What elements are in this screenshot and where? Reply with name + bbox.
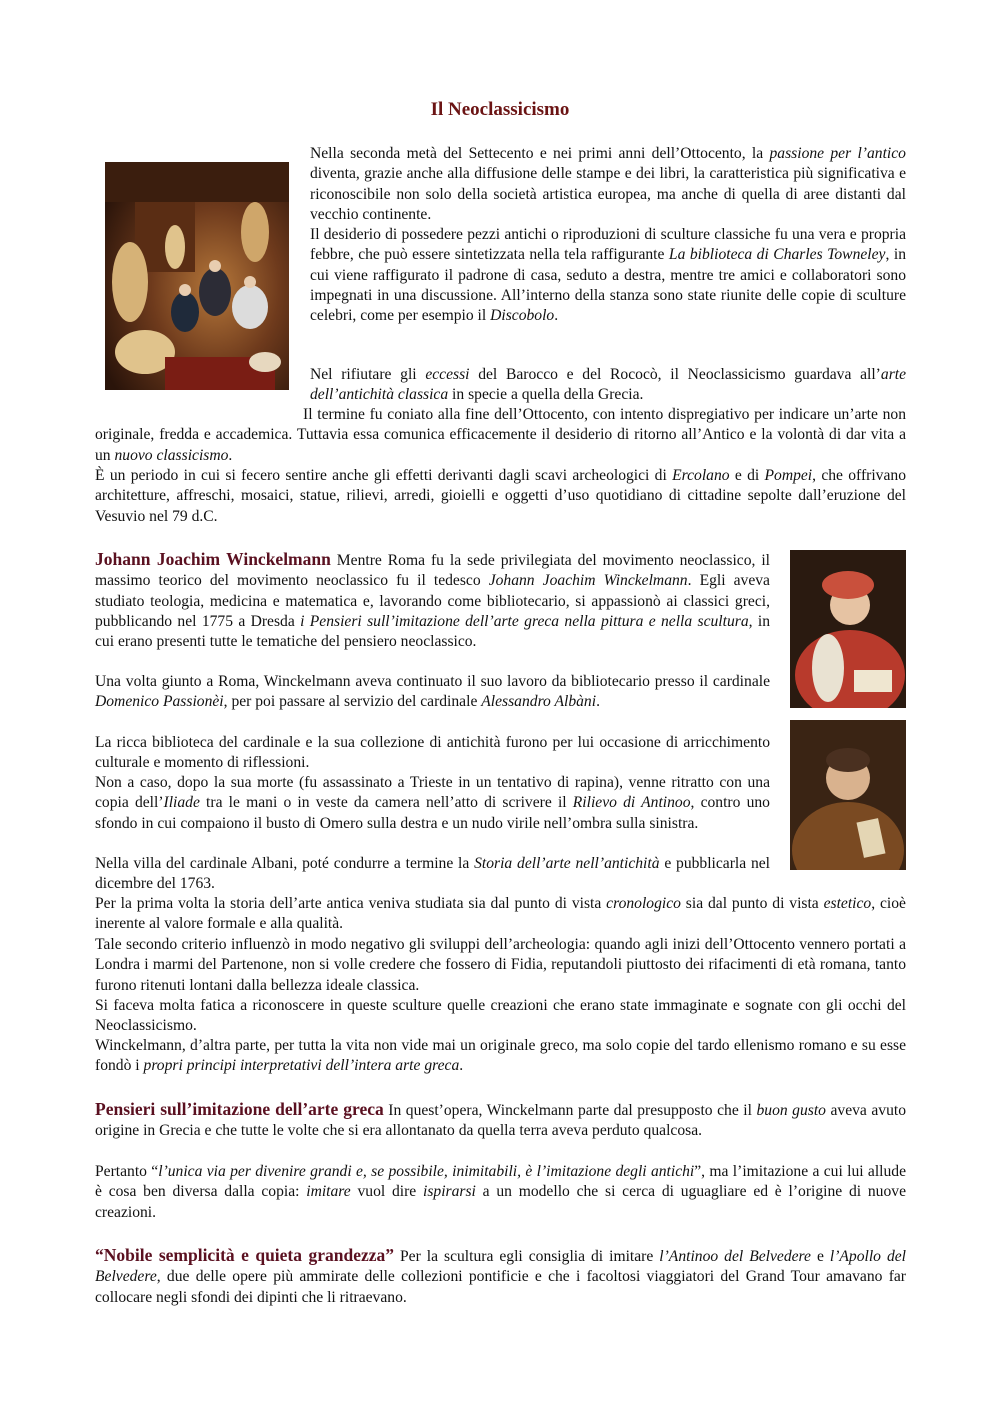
page-title: Il Neoclassicismo — [430, 99, 570, 120]
winckelmann-paragraph-3: La ricca biblioteca del cardinale e la sua collezione di antichità furono per lui occasione di arricchimento culturale e momento di riflessioni. — [95, 734, 770, 772]
winckelmann-paragraph-6: Per la prima volta la storia dell’arte antica veniva studiata sia dal punto di vista cronologico sia dal punto di vista estetico, cioè inerente al valore formale e alla qualità. — [95, 895, 906, 933]
winckelmann-paragraph-8: Si faceva molta fatica a riconoscere in queste sculture quelle creazioni che erano state immaginate e sognate con gli occhi del Neoclassicismo. — [95, 997, 906, 1035]
intro-paragraph-5: È un periodo in cui si fecero sentire anche gli effetti derivanti dagli scavi archeologici di Ercolano e di Pompei, che offrivano architetture, affreschi, mosaici, statue, rilievi, arredi, gioielli e oggetti d’uso quotidiano di cittadine sepolte dall’eruzione del Vesuvio nel 79 d.C. — [95, 467, 906, 525]
winckelmann-paragraph-1: Johann Joachim Winckelmann Mentre Roma fu la sede privilegiata del movimento neoclassico, il massimo teorico del movimento neoclassico fu il tedesco Johann Joachim Winckelmann. Egli aveva studiato teologia, medicina e matematica e, lavorando come bibliotecario, si appassionò ai classici greci, pubblicando nel 1775 a Dresda i Pensieri sull’imitazione dell’arte greca nella pittura e nella scultura, in cui erano presenti tutte le tematiche del pensiero neoclassico. — [95, 549, 770, 651]
intro-paragraph-1: Nella seconda metà del Settecento e nei primi anni dell’Ottocento, la passione per l’antico diventa, grazie anche alla diffusione delle stampe e dei libri, la caratteristica più significativa e riconoscibile non solo della società artistica europea, ma anche di quella di aree distanti dal vecchio continente. — [310, 145, 906, 223]
winckelmann-heading: Johann Joachim Winckelmann — [95, 549, 331, 569]
nobile-heading: “Nobile semplicità e quieta grandezza” — [95, 1245, 395, 1265]
pensieri-paragraph-1: Pensieri sull’imitazione dell’arte greca In quest’opera, Winckelmann parte dal presupposto che il buon gusto aveva avuto origine in Grecia e che tutte le volte che si era allontanato da quella terra aveva perduto qualcosa. — [95, 1099, 907, 1140]
pensieri-heading: Pensieri sull’imitazione dell’arte greca — [95, 1099, 384, 1119]
winckelmann-portrait-turban — [790, 550, 906, 708]
winckelmann-paragraph-2: Una volta giunto a Roma, Winckelmann aveva continuato il suo lavoro da bibliotecario presso il cardinale Domenico Passionèi, per poi passare al servizio del cardinale Alessandro Albàni. — [95, 673, 770, 711]
winckelmann-portrait-mengs — [790, 720, 906, 870]
pensieri-paragraph-2: Pertanto “l’unica via per divenire grandi e, se possibile, inimitabili, è l’imitazione degli antichi”, ma l’imitazione a cui lui allude è cosa ben diversa dalla copia: imitare vuol dire ispirarsi a un modello che si cerca di uguagliare ed è l’origine di nuove creazioni. — [95, 1163, 907, 1221]
winckelmann-paragraph-9: Winckelmann, d’altra parte, per tutta la vita non vide mai un originale greco, ma solo copie del tardo ellenismo romano e su esse fondò i propri principi interpretativi dell’intera arte greca. — [95, 1037, 906, 1075]
winckelmann-paragraph-7: Tale secondo criterio influenzò in modo negativo gli sviluppi dell’archeologia: quando agli inizi dell’Ottocento vennero portati a Londra i marmi del Partenone, non si volle credere che fossero di Fidia, reputandoli piuttosto dei rifacimenti di età romana, tanto furono ritenuti lontani dalla bellezza ideale classica. — [95, 936, 906, 994]
intro-paragraph-4: Il termine fu coniato alla fine dell’Ottocento, con intento dispregiativo per indicare un’arte non originale, fredda e accademica. Tuttavia essa comunica efficacemente il desiderio di ritorno all’Antico e la volontà di dar vita a un nuovo classicismo. — [95, 406, 906, 464]
winckelmann-paragraph-4: Non a caso, dopo la sua morte (fu assassinato a Trieste in un tentativo di rapina), venne ritratto con una copia dell’Iliade tra le mani o in veste da camera nell’atto di scrivere il Rilievo di Antinoo, contro uno sfondo in cui compaiono il busto di Omero sulla destra e un nudo virile nell’ombra sulla sinistra. — [95, 774, 770, 832]
towneley-library-painting — [105, 162, 289, 390]
nobile-paragraph-1: “Nobile semplicità e quieta grandezza” Per la scultura egli consiglia di imitare l’Antinoo del Belvedere e l’Apollo del Belvedere, due delle opere più ammirate delle collezioni pontificie e che i facoltosi viaggiatori del Grand Tour amavano far collocare negli sfondi dei dipinti che li ritraevano. — [95, 1245, 907, 1306]
winckelmann-paragraph-5: Nella villa del cardinale Albani, poté condurre a termine la Storia dell’arte nell’antichità e pubblicarla nel dicembre del 1763. — [95, 855, 771, 893]
intro-paragraph-2: Il desiderio di possedere pezzi antichi o riproduzioni di sculture classiche fu una vera e propria febbre, che può essere sintetizzata nella tela raffigurante La biblioteca di Charles Towneley, in cui viene raffigurato il padrone di casa, seduto a destra, mentre tre amici e collaboratori sono impegnati in una discussione. All’interno della stanza sono state riunite delle copie di sculture celebri, come per esempio il Discobolo. — [310, 226, 906, 325]
intro-paragraph-3: Nel rifiutare gli eccessi del Barocco e del Rococò, il Neoclassicismo guardava all’arte dell’antichità classica in specie a quella della Grecia. — [310, 366, 907, 404]
